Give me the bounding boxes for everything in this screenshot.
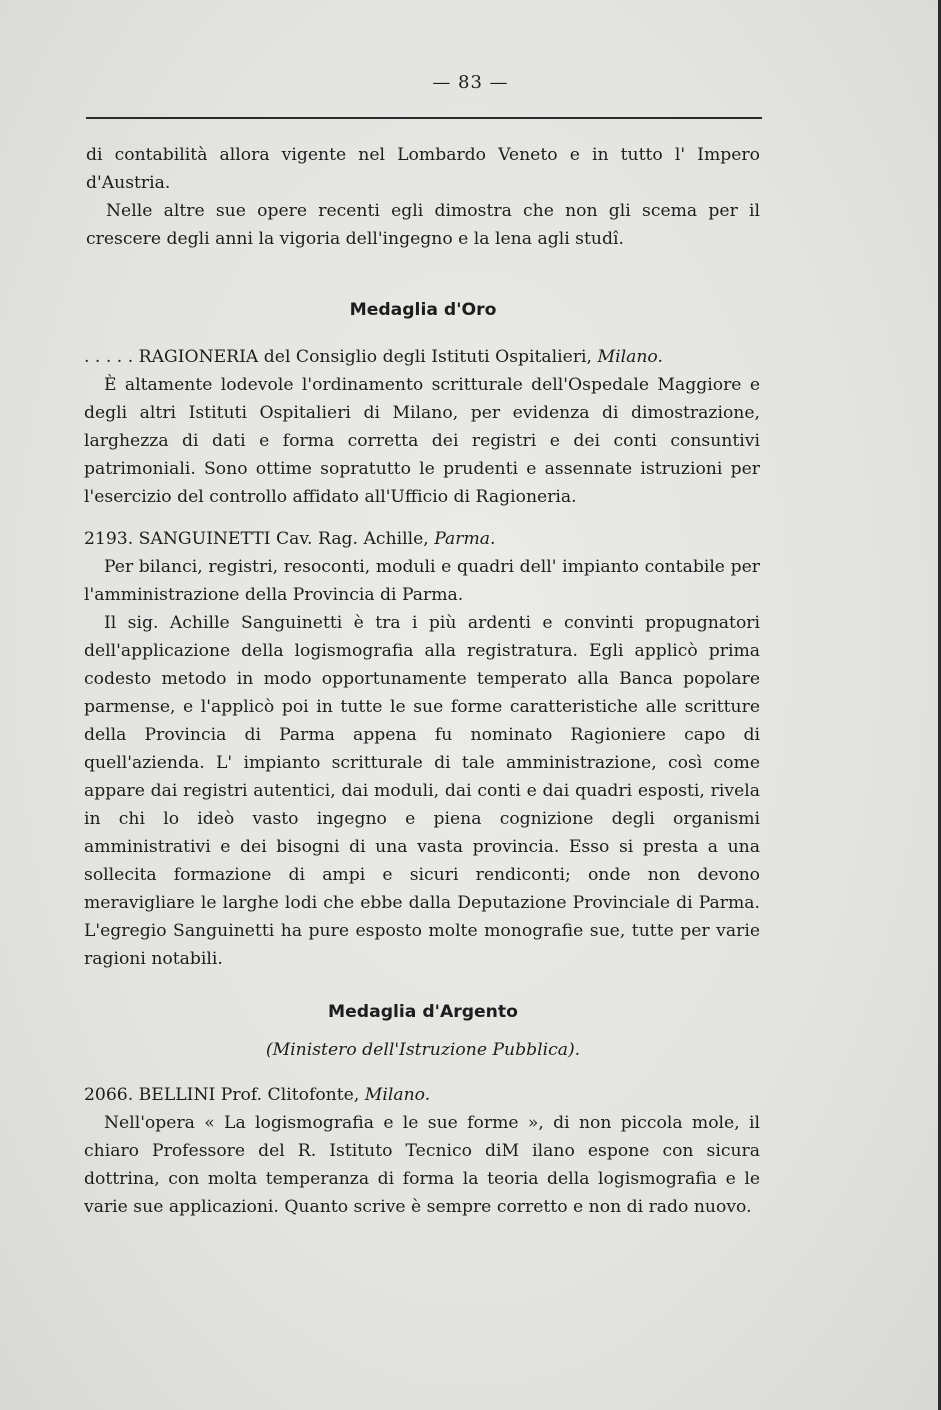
- entry-title: [84, 525, 760, 553]
- paragraph-continued: di contabilità allora vigente nel Lombardo Veneto e in tutto l' Impero d'Austria.: [86, 145, 760, 193]
- entry-description: È altamente lodevole l'ordinamento scritturale dell'Ospedale Maggiore e degli altri Istituti Ospitalieri di Milano, per evidenza di dimostrazione, larghezza di dati e forma corretta dei registri e dei conti consuntivi patrimoniali. Sono ottime sopratutto le prudenti e assennate istruzioni per l'esercizio del controllo affidato all'Ufficio di Ragioneria.: [84, 375, 760, 507]
- entry-name: 2193. SANGUINETTI Cav. Rag. Achille,: [84, 529, 429, 549]
- entry-description: Nell'opera « La logismografia e le sue forme », di non piccola mole, il chiaro Professore del R. Istituto Tecnico diM ilano espone con sicura dottrina, con molta temperanza di forma la teoria della logismografia e le varie sue applicazioni. Quanto scrive è sempre corretto e non di rado nuovo.: [84, 1113, 760, 1217]
- silver-medal-section: [86, 998, 760, 1064]
- entry-bellini: [84, 1081, 760, 1221]
- section-heading-silver: Medaglia d'Argento: [328, 1002, 518, 1022]
- entry-name: 2066. BELLINI Prof. Clitofonte,: [84, 1085, 360, 1105]
- page-number: — 83 —: [432, 72, 509, 93]
- gold-medal-section: [86, 296, 760, 324]
- entry-place: Milano.: [597, 347, 663, 367]
- entry-place: Milano.: [364, 1085, 431, 1105]
- entry-title: [84, 1081, 760, 1109]
- section-subheading: (Ministero dell'Istruzione Pubblica).: [265, 1040, 581, 1060]
- paragraph: Nelle altre sue opere recenti egli dimostra che non gli scema per il crescere degli anni la vigoria dell'ingegno e la lena agli studî.: [86, 201, 760, 249]
- entry-ragioneria: [84, 343, 760, 511]
- entry-sanguinetti: [84, 525, 760, 973]
- header-rule: [86, 117, 762, 119]
- entry-title: [84, 343, 760, 371]
- entry-commentary: Il sig. Achille Sanguinetti è tra i più ardenti e convinti propugnatori dell'applicazione della logismografia alla registratura. Egli applicò prima codesto metodo in modo opportunamente temperato alla Banca popolare parmense, e l'applicò poi in tutte le sue forme caratteristiche alle scritture della Provincia di Parma appena fu nominato Ragioniere capo di quell'azienda. L' impianto scritturale di tale amministrazione, così come appare dai registri autentici, dai moduli, dai conti e dai quadri esposti, rivela in chi lo ideò vasto ingegno e piena cognizione degli organismi amministrativi e dei bisogni di una vasta provincia. Esso si presta a una sollecita formazione di ampi e sicuri rendiconti; onde non devono meravigliare le larghe lodi che ebbe dalla Deputazione Provinciale di Parma. L'egregio Sanguinetti ha pure esposto molte monografie sue, tutte per varie ragioni notabili.: [84, 613, 760, 969]
- section-heading-gold: Medaglia d'Oro: [349, 300, 497, 320]
- intro-block: [86, 141, 760, 253]
- entry-name: . . . . . RAGIONERIA del Consiglio degli Istituti Ospitalieri,: [84, 347, 593, 367]
- entry-description: Per bilanci, registri, resoconti, moduli e quadri dell' impianto contabile per l'amministrazione della Provincia di Parma.: [84, 557, 760, 605]
- entry-place: Parma.: [434, 529, 496, 549]
